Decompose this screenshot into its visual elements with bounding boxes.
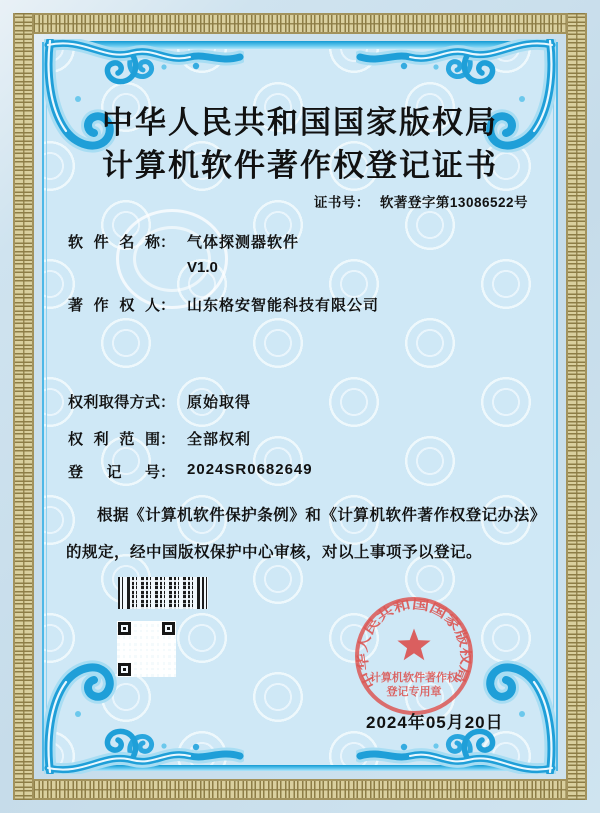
seal-line1: 计算机软件著作权 bbox=[370, 672, 458, 684]
qr-finder-icon bbox=[118, 622, 131, 635]
field-copyright-owner bbox=[68, 294, 379, 315]
rights-scope: 全部权利 bbox=[187, 431, 252, 448]
seal-line2: 登记专用章 bbox=[386, 686, 442, 698]
field-label: 权利范围 bbox=[68, 431, 160, 448]
field-rights-scope bbox=[68, 428, 251, 449]
certificate-number bbox=[314, 191, 528, 211]
field-colon: ： bbox=[160, 394, 176, 411]
barcode-icon bbox=[118, 577, 208, 609]
field-registration-number bbox=[68, 461, 313, 482]
field-colon: ： bbox=[160, 234, 176, 251]
barcode-texture bbox=[132, 577, 194, 609]
copyright-owner: 山东格安智能科技有限公司 bbox=[187, 297, 380, 314]
field-colon: ： bbox=[160, 297, 176, 314]
acquisition-method: 原始取得 bbox=[187, 394, 252, 411]
field-label: 著作权人 bbox=[68, 297, 160, 314]
qr-finder-icon bbox=[118, 663, 131, 676]
field-acquisition-method bbox=[68, 391, 251, 412]
registration-statement: 根据《计算机软件保护条例》和《计算机软件著作权登记办法》的规定，经中国版权保护中心审核，对以上事项予以登记。 bbox=[66, 507, 538, 561]
field-label: 权利取得方式 bbox=[68, 394, 160, 411]
registration-date: 2024年05月20日 bbox=[366, 713, 504, 732]
qr-code-icon bbox=[117, 621, 176, 677]
certificate-number-label: 证书号： bbox=[313, 195, 370, 210]
page-title: 中华人民共和国国家版权局 bbox=[102, 105, 498, 140]
field-value bbox=[187, 231, 299, 276]
seal-arc-text: 中华人民共和国国家版权局 bbox=[354, 596, 474, 691]
field-colon: ： bbox=[160, 464, 176, 481]
page-subtitle: 计算机软件著作权登记证书 bbox=[102, 148, 498, 183]
certificate-number-value: 软著登字第13086522号 bbox=[379, 195, 528, 210]
field-label: 登记号 bbox=[68, 464, 160, 481]
software-name: 气体探测器软件 bbox=[187, 234, 300, 251]
official-red-seal bbox=[352, 594, 476, 718]
qr-finder-icon bbox=[162, 622, 175, 635]
field-software-name bbox=[68, 231, 299, 276]
registration-number: 2024SR0682649 bbox=[187, 461, 313, 478]
software-version: V1.0 bbox=[187, 259, 218, 276]
field-label: 软件名称 bbox=[68, 234, 160, 251]
red-star-icon bbox=[397, 629, 430, 661]
field-colon: ： bbox=[160, 431, 176, 448]
